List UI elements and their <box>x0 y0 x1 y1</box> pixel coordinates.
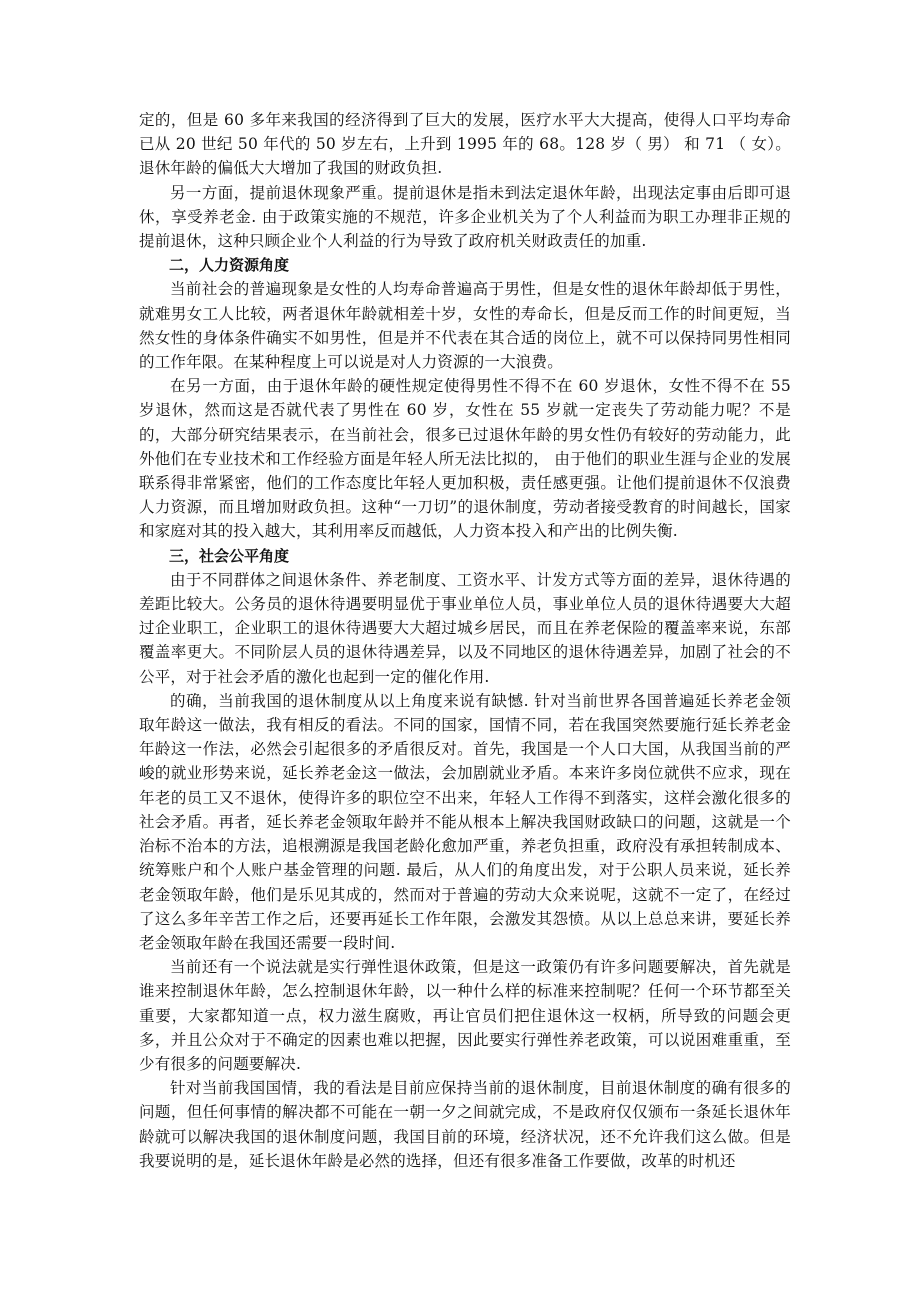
paragraph-benefit-gap: 由于不同群体之间退休条件、养老制度、工资水平、计发方式等方面的差异，退休待遇的差距比较大。公务员的退休待遇要明显优于事业单位人员，事业单位人员的退休待遇要大大超过企业职工，企业职工的退休待遇要大大超过城乡居民，而且在养老保险的覆盖率来说，东部覆盖率更大。不同阶层人员的退休待遇差异，以及不同地区的退休待遇差异，加剧了社会的不公平，对于社会矛盾的激化也起到一定的催化作用. <box>139 570 791 686</box>
section-heading-human-resources: 二，人力资源角度 <box>169 256 290 275</box>
section-heading-social-fairness: 三，社会公平角度 <box>169 546 290 565</box>
paragraph-extend-pension-age: 的确，当前我国的退休制度从以上角度来说有缺憾. 针对当前世界各国普遍延长养老金领取年龄这一做法，我有相反的看法。不同的国家，国情不同，若在我国突然要施行延长养老金年龄这一作法，必然会引起很多的矛盾很反对。首先，我国是一个人口大国，从我国当前的严峻的就业形势来说，延长养老金这一做法，会加剧就业矛盾。本来许多岗位就供不应求，现在年老的员工又不退休，使得许多的职位空不出来，年轻人工作得不到落实，这样会激化很多的社会矛盾。再者，延长养老金领取年龄并不能从根本上解决我国财政缺口的问题，这就是一个治标不治本的方法，追根溯源是我国老龄化愈加严重，养老负担重，政府没有承担转制成本、统筹账户和个人账户基金管理的问题. 最后，从人们的角度出发，对于公职人员来说，延长养老金领取年龄，他们是乐见其成的，然而对于普遍的劳动大众来说呢，这就不一定了，在经过了这么多年辛苦工作之后，还要再延长工作年限，会激发其怨愤。从以上总总来讲，要延长养老金领取年龄在我国还需要一段时间. <box>139 691 791 952</box>
paragraph-early-retirement: 另一方面，提前退休现象严重。提前退休是指未到法定退休年龄，出现法定事由后即可退休，享受养老金. 由于政策实施的不规范，许多企业机关为了个人利益而为职工办理非正规的提前退休，这种只顾企业个人利益的行为导致了政府机关财政责任的加重. <box>139 183 791 251</box>
paragraph-intro-continued: 定的，但是 60 多年来我国的经济得到了巨大的发展，医疗水平大大提高，使得人口平均寿命已从 20 世纪 50 年代的 50 岁左右，上升到 1995 年的 68。128 岁（ 男） 和 71 （ 女）。退休年龄的偏低大大增加了我国的财政负担. <box>139 111 791 178</box>
paragraph-flexible-retirement: 当前还有一个说法就是实行弹性退休政策，但是这一政策仍有许多问题要解决，首先就是谁来控制退休年龄，怎么控制退休年龄，以一种什么样的标准来控制呢？任何一个环节都至关重要，大家都知道一点，权力滋生腐败，再让官员们把住退休这一权柄，所导致的问题会更多，并且公众对于不确定的因素也难以把握，因此要实行弹性养老政策，可以说困难重重，至少有很多的问题要解决. <box>139 958 791 1073</box>
paragraph-rigid-retirement: 在另一方面，由于退休年龄的硬性规定使得男性不得不在 60 岁退休，女性不得不在 55 岁退休，然而这是否就代表了男性在 60 岁，女性在 55 岁就一定丧失了劳动能力呢？不是的，大部分研究结果表示，在当前社会，很多已过退休年龄的男女性仍有较好的劳动能力，此外他们在专业技术和工作经验方面是年轻人所无法比拟的， 由于他们的职业生涯与企业的发展联系得非常紧密，他们的工作态度比年轻人更加积极，责任感更强。让他们提前退休不仅浪费人力资源，而且增加财政负担。这种“一刀切”的退休制度，劳动者接受教育的时间越长，国家和家庭对其的投入越大，其利用率反而越低，人力资本投入和产出的比例失衡. <box>139 377 791 541</box>
document-page <box>139 108 791 1173</box>
paragraph-conclusion: 针对当前我国国情，我的看法是目前应保持当前的退休制度，目前退休制度的确有很多的问题，但任何事情的解决都不可能在一朝一夕之间就完成，不是政府仅仅颁布一条延长退休年龄就可以解决我国的退休制度问题，我国目前的环境，经济状况，还不允许我们这么做。但是我要说明的是，延长退休年龄是必然的选择，但还有很多准备工作要做，改革的时机还 <box>139 1079 791 1170</box>
paragraph-gender-retirement: 当前社会的普遍现象是女性的人均寿命普遍高于男性，但是女性的退休年龄却低于男性，就难男女工人比较，两者退休年龄就相差十岁，女性的寿命长，但是反而工作的时间更短，当然女性的身体条件确实不如男性，但是并不代表在其合适的岗位上，就不可以保持同男性相同的工作年限。在某种程度上可以说是对人力资源的一大浪费。 <box>139 280 791 372</box>
